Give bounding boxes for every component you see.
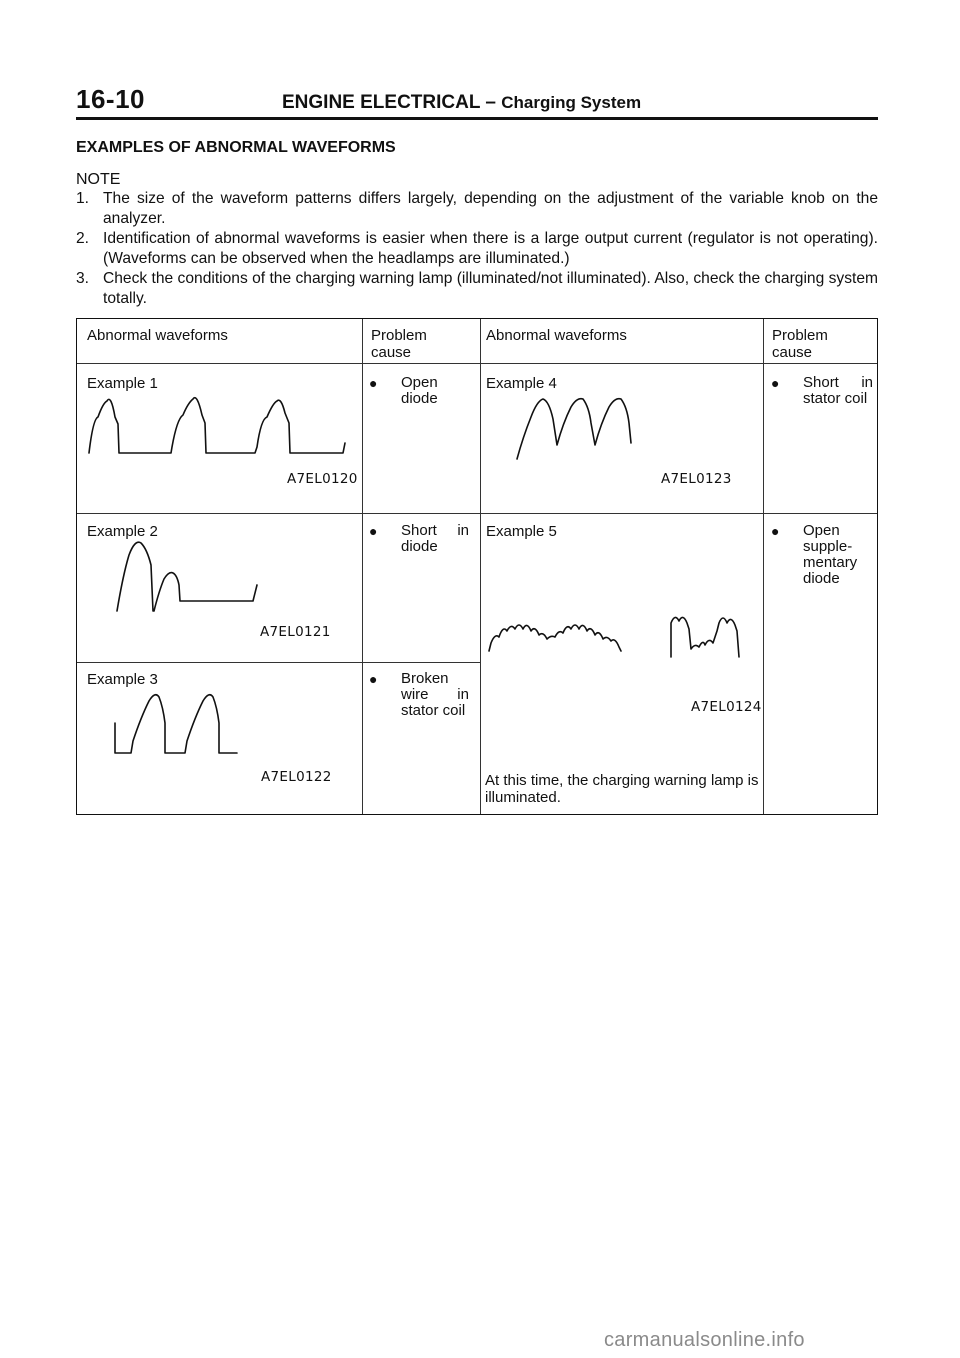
figure-code: A7EL0122 [261, 769, 332, 785]
waveform-table [76, 318, 878, 815]
waveform-example-4 [509, 393, 669, 463]
example-label: Example 2 [87, 523, 158, 540]
grid-line [362, 319, 363, 814]
example-label: Example 5 [486, 523, 557, 540]
title-separator: – [485, 92, 496, 113]
grid-line [77, 513, 877, 514]
problem-cause [771, 375, 873, 407]
header-rule [76, 117, 878, 120]
header-problem-cause [772, 327, 828, 361]
bullet-icon: ● [369, 671, 378, 687]
problem-cause [369, 375, 469, 407]
problem-cause [771, 523, 873, 587]
page-number: 16-10 [76, 84, 145, 114]
problem-cause [369, 523, 469, 555]
cause-line: Short in [401, 522, 469, 539]
page-title [282, 92, 641, 114]
cause-line: diode [401, 538, 438, 555]
warning-lamp-note: At this time, the charging warning lamp is illuminated. [485, 772, 759, 806]
note-heading: NOTE [76, 171, 121, 188]
cause-line: mentary [803, 554, 858, 571]
cause-line: stator coil [401, 702, 466, 719]
waveform-example-2 [107, 535, 267, 615]
example-label: Example 3 [87, 671, 158, 688]
note-number: 2. [76, 230, 90, 247]
cause-line: Short in [803, 374, 873, 391]
header-cause: cause [371, 344, 412, 361]
bullet-icon: ● [771, 375, 780, 391]
title-main: ENGINE ELECTRICAL [282, 92, 481, 113]
cause-line: wire in [401, 686, 469, 703]
cause-line: diode [401, 390, 438, 407]
note-item [76, 269, 878, 309]
note-list [76, 189, 878, 309]
bullet-icon: ● [369, 375, 378, 391]
grid-line [763, 319, 764, 814]
cause-line: Broken [401, 670, 449, 687]
cause-line: stator coil [803, 390, 868, 407]
figure-code: A7EL0124 [691, 699, 762, 715]
cause-line: Open [401, 374, 438, 391]
waveform-example-1 [85, 389, 357, 459]
header-problem: Problem [772, 327, 828, 344]
note-text: The size of the waveform patterns differs largely, depending on the adjustment of the variable knob on the analyzer. [103, 190, 878, 227]
figure-code: A7EL0120 [287, 471, 358, 487]
waveform-example-5a [485, 607, 655, 657]
example-label: Example 4 [486, 375, 557, 392]
cause-line: Open [803, 522, 840, 539]
note-number: 1. [76, 190, 90, 207]
watermark: carmanualsonline.info [604, 1329, 805, 1351]
note-item [76, 229, 878, 269]
cause-line: supple- [803, 538, 853, 555]
section-title: EXAMPLES OF ABNORMAL WAVEFORMS [76, 139, 396, 156]
note-item [76, 189, 878, 229]
bullet-icon: ● [771, 523, 780, 539]
header-problem: Problem [371, 327, 427, 344]
header-abnormal-waveforms: Abnormal waveforms [486, 327, 627, 344]
cause-line: diode [803, 570, 840, 587]
note-text: Identification of abnormal waveforms is easier when there is a large output current (regulator is not operating). (Waveforms can be observed when the headlamps are illuminated.) [103, 230, 878, 267]
problem-cause [369, 671, 469, 719]
grid-line [77, 363, 877, 364]
grid-line [480, 319, 481, 814]
example-label: Example 1 [87, 375, 158, 392]
header-cause: cause [772, 344, 813, 361]
waveform-example-5b [665, 609, 765, 661]
title-sub: Charging System [501, 93, 642, 112]
figure-code: A7EL0123 [661, 471, 732, 487]
grid-line [77, 662, 480, 663]
bullet-icon: ● [369, 523, 378, 539]
header-problem-cause [371, 327, 427, 361]
waveform-example-3 [111, 687, 271, 759]
figure-code: A7EL0121 [260, 624, 331, 640]
note-number: 3. [76, 270, 90, 287]
header-abnormal-waveforms: Abnormal waveforms [87, 327, 228, 344]
note-text: Check the conditions of the charging warning lamp (illuminated/not illuminated). Also, check the charging system totally. [103, 270, 878, 307]
